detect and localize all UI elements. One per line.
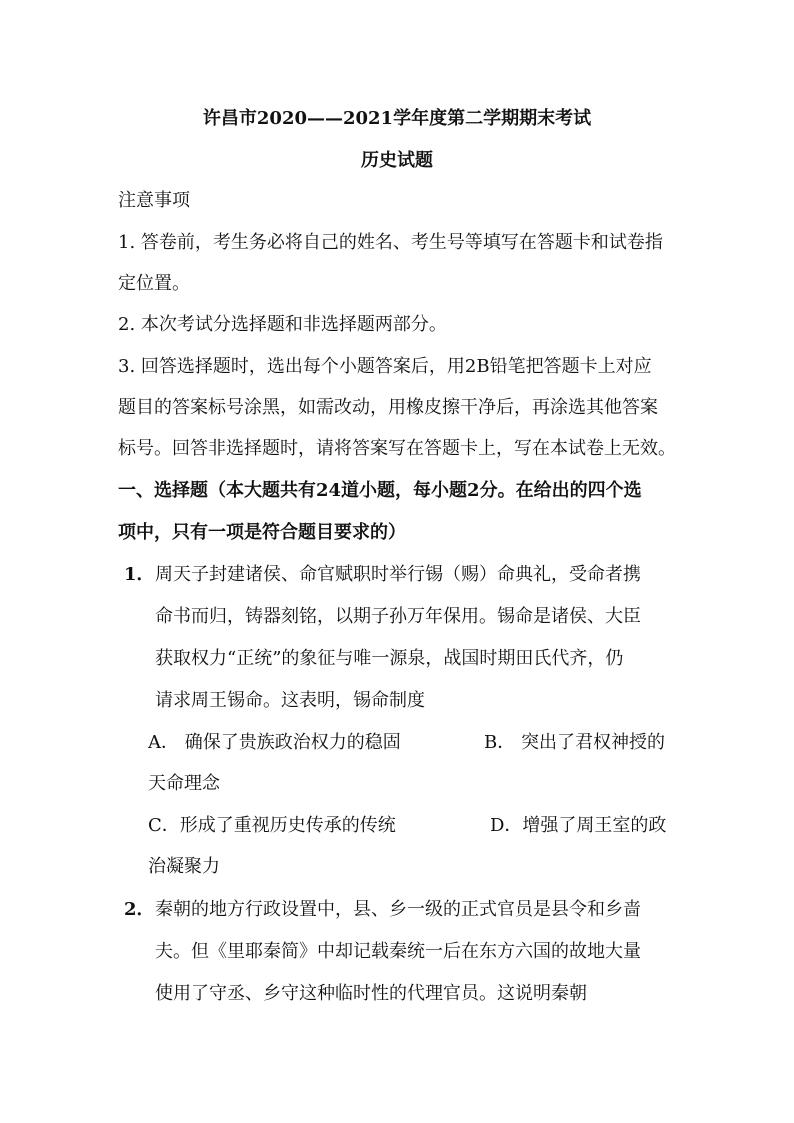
question-1-option-b: B． 突出了君权神授的 <box>484 732 665 753</box>
question-1-option-b-continued: 天命理念 <box>148 773 220 794</box>
notice-item-1-line-2: 定位置。 <box>118 273 190 294</box>
exam-subtitle: 历史试题 <box>361 150 433 171</box>
question-2-number: 2． <box>124 899 155 920</box>
question-1-option-d-continued: 治凝聚力 <box>148 856 220 877</box>
question-1-option-c: C．形成了重视历史传承的传统 <box>148 815 396 836</box>
question-1-line-3: 获取权力“正统”的象征与唯一源泉，战国时期田氏代齐，仍 <box>155 648 624 669</box>
section-1-heading-line-2: 项中，只有一项是符合题目要求的） <box>118 522 406 543</box>
question-1-line-2: 命书而归，铸器刻铭，以期子孙万年保用。锡命是诸侯、大臣 <box>155 606 641 627</box>
notice-item-1-line-1: 1. 答卷前，考生务必将自己的姓名、考生号等填写在答题卡和试卷指 <box>118 232 663 253</box>
question-2-line-1: 秦朝的地方行政设置中，县、乡一级的正式官员是县令和乡啬 <box>155 899 641 920</box>
notice-item-3-line-3: 标号。回答非选择题时，请将答案写在答题卡上，写在本试卷上无效。 <box>118 438 676 459</box>
question-1-number: 1． <box>124 564 155 585</box>
exam-title: 许昌市2020——2021学年度第二学期期末考试 <box>202 108 592 129</box>
section-1-heading-line-1: 一、选择题（本大题共有24道小题，每小题2分。在给出的四个选 <box>118 480 642 501</box>
question-1-option-d: D．增强了周王室的政 <box>490 815 667 836</box>
question-1-line-4: 请求周王锡命。这表明，锡命制度 <box>155 690 425 711</box>
notice-item-3-line-1: 3. 回答选择题时，选出每个小题答案后，用2B铅笔把答题卡上对应 <box>118 356 652 377</box>
question-2-line-3: 使用了守丞、乡守这种临时性的代理官员。这说明秦朝 <box>155 983 587 1004</box>
question-1-option-a: A． 确保了贵族政治权力的稳固 <box>148 732 401 753</box>
notice-heading: 注意事项 <box>118 190 190 211</box>
question-2-line-2: 夫。但《里耶秦简》中却记载秦统一后在东方六国的故地大量 <box>155 941 641 962</box>
notice-item-3-line-2: 题目的答案标号涂黑，如需改动，用橡皮擦干净后，再涂选其他答案 <box>118 397 658 418</box>
notice-item-2: 2. 本次考试分选择题和非选择题两部分。 <box>118 314 447 335</box>
question-1-line-1: 周天子封建诸侯、命官赋职时举行锡（赐）命典礼，受命者携 <box>155 564 641 585</box>
